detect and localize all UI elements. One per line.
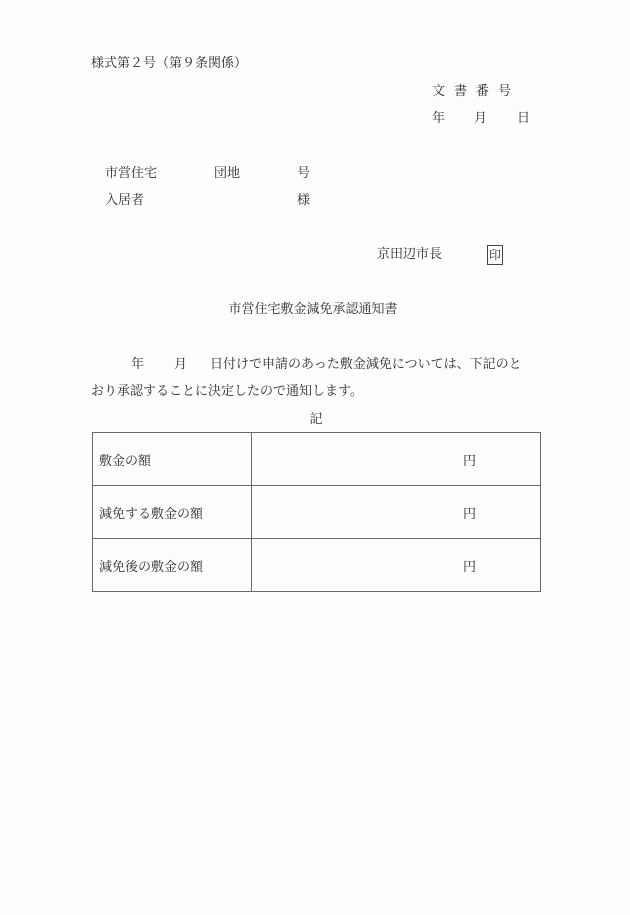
document-number-label: 文書番号	[432, 84, 521, 99]
table-row	[93, 433, 541, 486]
ki-text: 記	[309, 412, 323, 427]
row-label: 敷金の額	[93, 433, 252, 486]
date-year-label: 年	[432, 111, 446, 126]
body-text-line-2: おり承認することに決定したので通知します。	[91, 384, 363, 399]
row-label: 減免する敷金の額	[93, 486, 252, 539]
addressee-housing-line	[105, 166, 311, 182]
amount-field	[252, 539, 541, 592]
amount-field	[252, 433, 541, 486]
yen-unit: 円	[462, 559, 476, 575]
body-line1-text: 日付けで申請のあった敷金減免については、下記のと	[210, 357, 522, 372]
date-month-label: 月	[474, 111, 488, 126]
yen-unit: 円	[462, 453, 476, 469]
issuer-name: 京田辺市長	[377, 247, 443, 262]
seal-mark: 印	[487, 245, 503, 265]
unit-number-label: 号	[297, 166, 311, 181]
amount-field	[252, 486, 541, 539]
body-year-label: 年	[131, 357, 145, 372]
addressee-resident-line	[105, 193, 311, 209]
resident-label: 入居者	[105, 193, 145, 208]
honorific: 様	[297, 193, 311, 208]
ki-heading	[0, 412, 630, 428]
housing-label: 市営住宅	[105, 166, 158, 181]
estate-label: 団地	[214, 166, 241, 181]
date-day-label: 日	[517, 111, 531, 126]
document-title-text: 市営住宅敷金減免承認通知書	[228, 302, 398, 317]
form-number: 様式第２号（第９条関係）	[91, 56, 248, 71]
body-month-label: 月	[174, 357, 188, 372]
body-text-line-1	[131, 357, 522, 373]
issue-date	[432, 111, 530, 127]
table-row	[93, 486, 541, 539]
document-title	[0, 302, 630, 318]
row-label: 減免後の敷金の額	[93, 539, 252, 592]
table-row	[93, 539, 541, 592]
yen-unit: 円	[462, 506, 476, 522]
deposit-amount-table	[92, 432, 541, 592]
